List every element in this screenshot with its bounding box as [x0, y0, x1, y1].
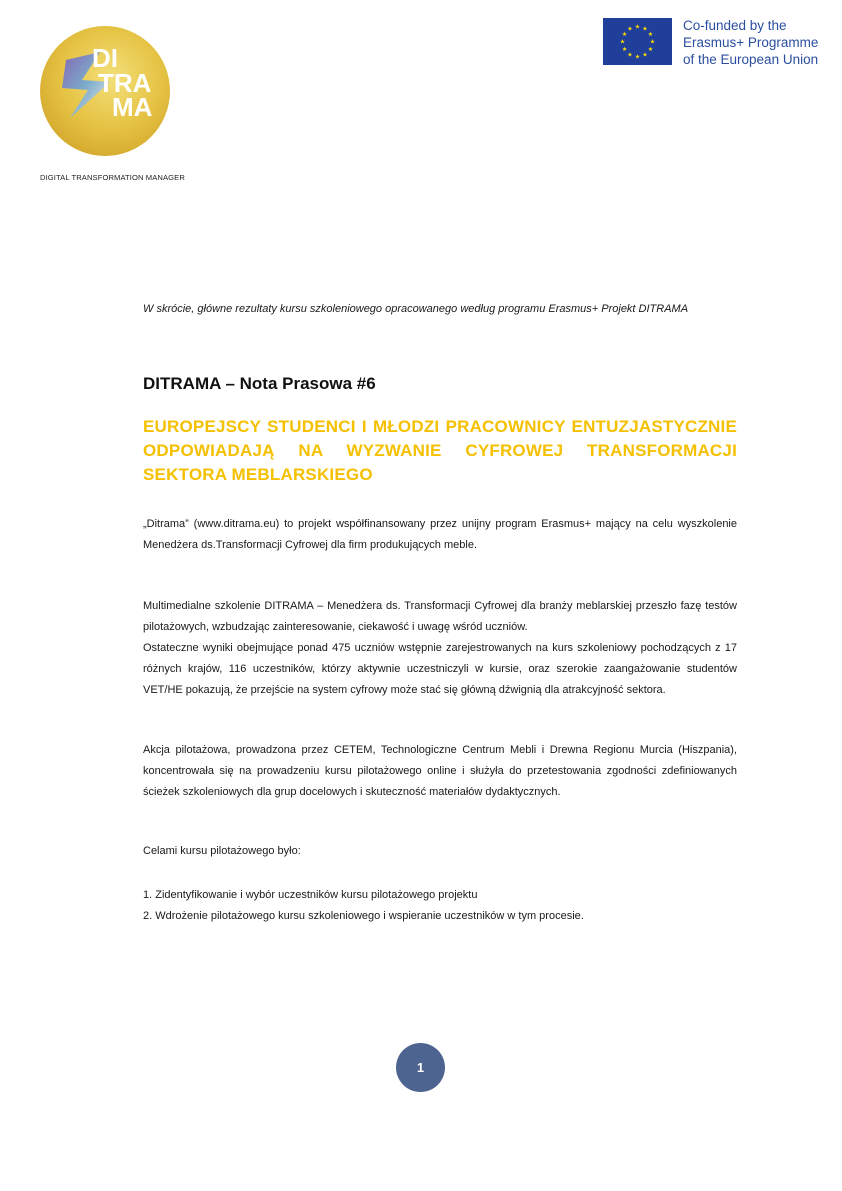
- eu-star-icon: ★: [627, 52, 633, 59]
- list-item: 1. Zidentyfikowanie i wybór uczestników kursu pilotażowego projektu: [143, 889, 478, 901]
- goals-label: Celami kursu pilotażowego było:: [143, 845, 301, 857]
- eu-star-icon: ★: [619, 39, 626, 46]
- logo-text-tra: TRA: [98, 68, 152, 98]
- paragraph-pilot-action: Akcja pilotażowa, prowadzona przez CETEM, Technologiczne Centrum Mebli i Drewna Regionu Murcia (Hiszpania), koncentrowała się na prowadzeniu kursu pilotażowego online i służyła do przetestowania zgodności zdefiniowanych ścieżek szkoleniowych dla grup docelowych i skuteczność materiałów dydaktycznych.: [143, 744, 737, 798]
- release-title: DITRAMA – Nota Prasowa #6: [143, 374, 376, 393]
- logo-text-di: DI: [92, 43, 118, 73]
- eu-star-icon: ★: [649, 39, 656, 46]
- ditrama-logo: [40, 22, 170, 160]
- paragraph-line: Multimedialne szkolenie DITRAMA – Menedżera ds. Transformacji Cyfrowej dla branży meblarskiej przeszło fazę testów pilotażowych, wzbudzając zainteresowanie, ciekawość i uwagę wśród uczniów.: [143, 600, 737, 633]
- eu-star-icon: ★: [647, 47, 654, 53]
- headline: EUROPEJSCY STUDENCI I MŁODZI PRACOWNICY ENTUZJASTYCZNIE ODPOWIADAJĄ NA WYZWANIE CYFROWEJ TRANSFORMACJI SEKTORA MEBLARSKIEGO: [143, 417, 737, 484]
- page-number-badge: 1: [396, 1043, 445, 1092]
- eu-star-icon: ★: [627, 26, 633, 33]
- eu-text-line: Co-funded by the: [683, 18, 787, 33]
- eu-star-icon: ★: [621, 47, 628, 53]
- eu-star-icon: ★: [642, 26, 648, 33]
- eu-star-icon: ★: [634, 54, 641, 61]
- eu-cofunded-text: [683, 17, 818, 68]
- eu-text-line: of the European Union: [683, 52, 819, 67]
- eu-star-icon: ★: [642, 52, 648, 59]
- paragraph-pilot-results: [143, 596, 737, 701]
- eu-star-icon: ★: [634, 24, 641, 31]
- logo-tagline: DIGITAL TRANSFORMATION MANAGER: [40, 173, 185, 182]
- eu-text-line: Erasmus+ Programme: [683, 35, 819, 50]
- eu-star-icon: ★: [647, 32, 654, 38]
- goals-list: [143, 885, 737, 926]
- logo-text-ma: MA: [112, 92, 153, 122]
- paragraph-line: Ostateczne wyniki obejmujące ponad 475 uczniów wstępnie zarejestrowanych na kurs szkoleniowy pochodzących z 17 różnych krajów, 116 uczestników, którzy aktywnie uczestniczyli w kursie, oraz szerokie zaangażowanie studentów VET/HE pokazują, że przejście na system cyfrowy może stać się główną dźwignią dla atrakcyjność sektora.: [143, 642, 737, 696]
- paragraph-project-description: „Ditrama” (www.ditrama.eu) to projekt współfinansowany przez unijny program Erasmus+ mający na celu wyszkolenie Menedżera ds.Transformacji Cyfrowej dla firm produkujących meble.: [143, 518, 737, 551]
- eu-star-icon: ★: [621, 32, 628, 38]
- intro-summary: W skrócie, główne rezultaty kursu szkoleniowego opracowanego według programu Erasmus+ Projekt DITRAMA: [143, 303, 689, 315]
- eu-flag-icon: [603, 18, 672, 65]
- list-item: 2. Wdrożenie pilotażowego kursu szkoleniowego i wspieranie uczestników w tym procesie.: [143, 909, 584, 922]
